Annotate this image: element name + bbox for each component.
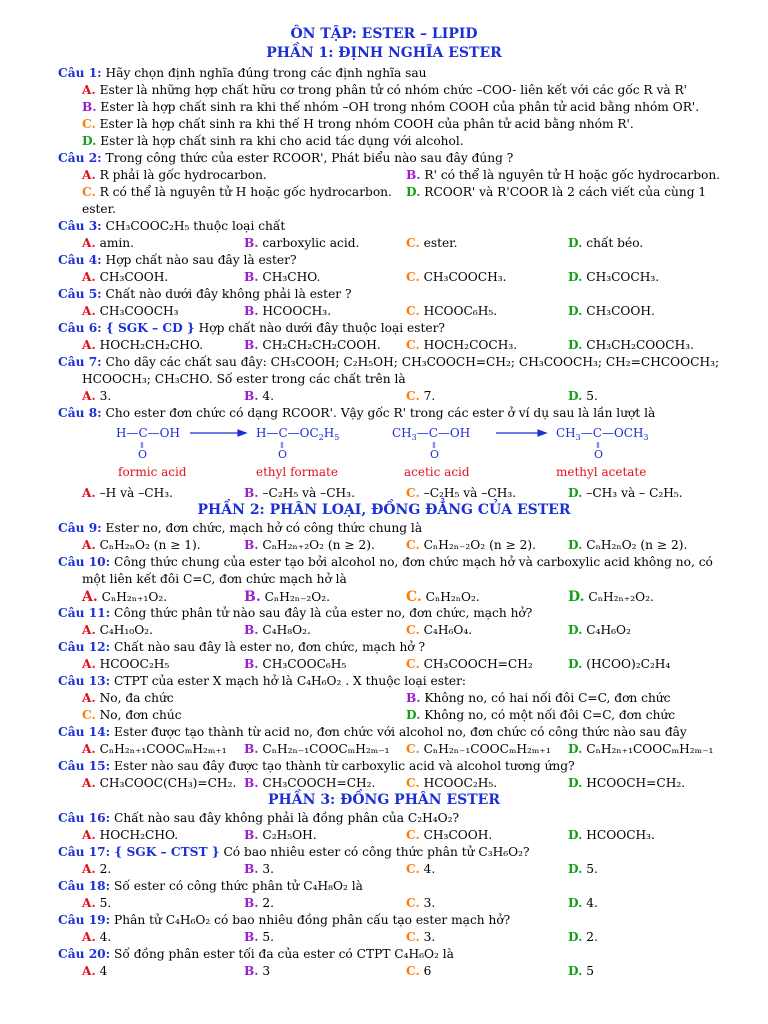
option-letter-d: D.	[568, 896, 583, 910]
question-text: Ester no, đơn chức, mạch hở có công thức chung là	[101, 521, 423, 535]
double-bond-mark: ǁ	[596, 441, 600, 450]
option-text: CₙH₂ₙ₋₁COOCₘH₂ₘ₊₁	[419, 742, 551, 756]
question-label: Câu 20:	[58, 947, 111, 961]
option-row	[0, 338, 768, 355]
option-text: CH₃COCH₃.	[582, 270, 660, 284]
question-text: Phân tử C₄H₆O₂ có bao nhiêu đồng phân cấu tạo ester mạch hở?	[110, 913, 511, 927]
question-label: Câu 8:	[58, 406, 102, 420]
question-label: Câu 17:	[58, 845, 111, 859]
option-letter-d: D.	[406, 185, 421, 199]
question-text: HCOOCH₃; CH₃CHO. Số ester trong các chất trên là	[82, 372, 406, 386]
option-letter-c: C.	[406, 338, 420, 352]
question-text: Hợp chất nào sau đây là ester?	[101, 253, 297, 267]
option-letter-c: C.	[82, 708, 96, 722]
option-row	[0, 691, 768, 708]
option-letter-d: D.	[568, 589, 585, 605]
option-row	[0, 270, 768, 287]
option-text: CH₃COOCH₃	[95, 304, 179, 318]
option-letter-a: A.	[82, 389, 96, 403]
option-text: CₙH₂ₙ₊₂O₂.	[584, 590, 654, 604]
question-label: Câu 10:	[58, 555, 111, 569]
option-text: 5.	[582, 389, 598, 403]
option-letter-b: B.	[244, 270, 259, 284]
option-text: –C₂H₅ và –CH₃.	[258, 486, 355, 500]
option-letter-b: B.	[406, 691, 421, 705]
option-letter-a: A.	[82, 930, 96, 944]
option-letter-d: D.	[568, 862, 583, 876]
option-letter-a: A.	[82, 896, 96, 910]
question-text: Ester nào sau đây được tạo thành từ carboxylic acid và alcohol tương ứng?	[110, 759, 575, 773]
option-letter-c: C.	[406, 304, 420, 318]
question-2	[0, 151, 768, 168]
question-label: Câu 18:	[58, 879, 111, 893]
option-text: –C₂H₅ và –CH₃.	[419, 486, 517, 500]
question-18	[0, 879, 768, 896]
option-letter-a: A.	[82, 338, 96, 352]
option-letter-d: D.	[568, 657, 583, 671]
option-letter-c: C.	[406, 896, 420, 910]
option-text: carboxylic acid.	[258, 236, 360, 250]
option-text: R có thể là nguyên tử H hoặc gốc hydrocarbon.	[95, 185, 392, 199]
option-text: CH₃COOCH=CH₂.	[258, 776, 376, 790]
option-letter-c: C.	[406, 964, 420, 978]
option-letter-a: A.	[82, 589, 98, 605]
option-text: 3.	[95, 389, 112, 403]
option-letter-b: B.	[244, 338, 259, 352]
option-text: HCOOC₆H₅.	[419, 304, 498, 318]
option-row	[0, 742, 768, 759]
question-label: Câu 9:	[58, 521, 102, 535]
option-text: C₄H₈O₂.	[258, 623, 311, 637]
option-text: HCOOC₂H₅.	[419, 776, 498, 790]
option-text: 4	[95, 964, 108, 978]
question-text: CH₃COOC₂H₅ thuộc loại chất	[101, 219, 286, 233]
option-row	[0, 930, 768, 947]
option-letter-d: D.	[568, 389, 583, 403]
question-text: Số đồng phân ester tối đa của ester có CTPT C₄H₆O₂ là	[110, 947, 454, 961]
question-text: Công thức phân tử nào sau đây là của ester no, đơn chức, mạch hở?	[110, 606, 533, 620]
option-row	[0, 236, 768, 253]
option-letter-d: D.	[568, 930, 583, 944]
option-text: CₙH₂ₙ₊₁COOCₘH₂ₘ₊₁	[95, 742, 227, 756]
section-heading-part2: PHẦN 2: PHÂN LOẠI, ĐỒNG ĐẲNG CỦA ESTER	[197, 502, 571, 518]
option-letter-a: A.	[82, 776, 96, 790]
question-3	[0, 219, 768, 236]
option-letter-d: D.	[568, 304, 583, 318]
option-text: 3.	[258, 862, 275, 876]
option-text: CₙH₂ₙO₂ (n ≥ 2).	[582, 538, 688, 552]
option-letter-c: C.	[406, 657, 420, 671]
option-text: 3.	[419, 896, 436, 910]
option-row	[0, 964, 768, 981]
question-5	[0, 287, 768, 304]
option-letter-a: A.	[82, 657, 96, 671]
option-text: –CH₃ và – C₂H₅.	[582, 486, 683, 500]
question-6	[0, 321, 768, 338]
option-text: 4.	[419, 862, 436, 876]
option-text: 6	[419, 964, 432, 978]
question-text: Cho ester đơn chức có dạng RCOOR'. Vậy gốc R' trong các ester ở ví dụ sau là lần lượt là	[101, 406, 656, 420]
question-11	[0, 606, 768, 623]
worksheet-title: ÔN TẬP: ESTER – LIPID	[290, 26, 478, 42]
option-text: CₙH₂ₙ₊₁COOCₘH₂ₘ₋₁	[582, 742, 714, 756]
formula-formic-acid: H—C—OH	[116, 426, 180, 440]
question-text: Chất nào sau đây không phải là đồng phân của C₂H₄O₂?	[110, 811, 460, 825]
option-text: 7.	[419, 389, 436, 403]
option-text: chất béo.	[582, 236, 644, 250]
question-14	[0, 725, 768, 742]
question-9	[0, 521, 768, 538]
option-letter-c: C.	[406, 776, 420, 790]
option-row	[0, 100, 768, 117]
question-label: Câu 12:	[58, 640, 111, 654]
option-letter-b: B.	[244, 930, 259, 944]
option-row	[0, 168, 768, 185]
option-letter-b: B.	[244, 776, 259, 790]
option-text: 3.	[419, 930, 436, 944]
option-text: CₙH₂ₙ₋₂O₂.	[260, 590, 331, 604]
option-text: 3	[258, 964, 271, 978]
question-text: Hãy chọn định nghĩa đúng trong các định nghĩa sau	[101, 66, 427, 80]
option-letter-d: D.	[406, 708, 421, 722]
option-row	[0, 486, 768, 503]
option-letter-d: D.	[568, 742, 583, 756]
question-text: Trong công thức của ester RCOOR', Phát biểu nào sau đây đúng ?	[101, 151, 514, 165]
option-letter-a: A.	[82, 691, 96, 705]
option-text: Không no, có một nối đôi C=C, đơn chức	[420, 708, 676, 722]
option-text: C₄H₆O₄.	[419, 623, 473, 637]
formula-ethyl-formate: $H—C—OC_2H_5$	[256, 426, 340, 442]
option-letter-c: C.	[406, 862, 420, 876]
option-text: amin.	[95, 236, 135, 250]
option-text: Ester là những hợp chất hữu cơ trong phân tử có nhóm chức –COO- liên kết với các gốc R và R'	[95, 83, 688, 97]
arrowhead-2	[538, 430, 546, 436]
option-letter-b: B.	[244, 657, 259, 671]
option-letter-a: A.	[82, 168, 96, 182]
option-text: (HCOO)₂C₂H₄	[582, 657, 671, 671]
option-text: No, đa chức	[95, 691, 174, 705]
option-row	[0, 538, 768, 555]
option-letter-c: C.	[406, 389, 420, 403]
carbonyl-oxygen: O	[138, 448, 148, 461]
option-text: HOCH₂CH₂CHO.	[95, 338, 203, 352]
question-label: Câu 5:	[58, 287, 102, 301]
question-label: Câu 15:	[58, 759, 111, 773]
option-text: Ester là hợp chất sinh ra khi cho acid tác dụng với alcohol.	[96, 134, 464, 148]
option-text: ester.	[82, 202, 116, 216]
option-letter-d: D.	[568, 828, 583, 842]
option-letter-b: B.	[244, 589, 261, 605]
source-tag: { SGK – CD }	[101, 321, 195, 335]
question-label: Câu 16:	[58, 811, 111, 825]
question-text: Công thức chung của ester tạo bởi alcohol no, đơn chức mạch hở và carboxylic acid không no, có	[110, 555, 713, 569]
question-text-continuation	[0, 572, 768, 589]
option-text: Ester là hợp chất sinh ra khi thế nhóm –OH trong nhóm COOH của phân tử acid bằng nhóm OR'.	[96, 100, 700, 114]
option-letter-b: B.	[244, 236, 259, 250]
caption-acetic-acid: acetic acid	[404, 465, 470, 479]
option-text: CₙH₂ₙ₊₁O₂.	[97, 590, 168, 604]
option-text: HOCH₂COCH₃.	[419, 338, 518, 352]
option-text: CₙH₂ₙ₋₂O₂ (n ≥ 2).	[419, 538, 537, 552]
option-text: C₄H₁₀O₂.	[95, 623, 153, 637]
question-16	[0, 811, 768, 828]
option-letter-d: D.	[568, 270, 583, 284]
option-letter-b: B.	[244, 896, 259, 910]
option-letter-a: A.	[82, 270, 96, 284]
option-text: HCOOCH=CH₂.	[582, 776, 686, 790]
option-row	[0, 304, 768, 321]
option-letter-a: A.	[82, 486, 96, 500]
option-text: CₙH₂ₙ₊₂O₂ (n ≥ 2).	[258, 538, 375, 552]
question-12	[0, 640, 768, 657]
question-1	[0, 66, 768, 83]
option-letter-b: B.	[82, 100, 97, 114]
option-letter-a: A.	[82, 623, 96, 637]
option-letter-a: A.	[82, 742, 96, 756]
question-label: Câu 13:	[58, 674, 111, 688]
option-letter-c: C.	[406, 930, 420, 944]
option-text: C₄H₆O₂	[582, 623, 631, 637]
question-label: Câu 14:	[58, 725, 111, 739]
option-text: CH₃COOH.	[419, 828, 493, 842]
option-letter-b: B.	[244, 964, 259, 978]
option-text: CH₃COOH.	[582, 304, 655, 318]
option-text: 2.	[258, 896, 275, 910]
caption-ethyl-formate: ethyl formate	[256, 465, 338, 479]
double-bond-mark: ǁ	[280, 441, 284, 450]
option-text: No, đơn chúc	[95, 708, 182, 722]
option-letter-a: A.	[82, 828, 96, 842]
option-text: RCOOR' và R'COOR là 2 cách viết của cùng 1	[420, 185, 707, 199]
question-text: Hợp chất nào dưới đây thuộc loại ester?	[194, 321, 445, 335]
option-text: R phải là gốc hydrocarbon.	[95, 168, 267, 182]
option-text: –H và –CH₃.	[95, 486, 174, 500]
option-letter-d: D.	[568, 623, 583, 637]
caption-formic-acid: formic acid	[118, 465, 187, 479]
option-text: ester.	[419, 236, 458, 250]
question-text: Cho dãy các chất sau đây: CH₃COOH; C₂H₅OH; CH₃COOCH=CH₂; CH₃COOCH₃; CH₂=CHCOOCH₃;	[101, 355, 720, 369]
option-row	[0, 776, 768, 793]
question-19	[0, 913, 768, 930]
question-text: CTPT của ester X mạch hở là C₄H₆O₂ . X thuộc loại ester:	[110, 674, 467, 688]
option-letter-c: C.	[82, 117, 96, 131]
question-text: Có bao nhiêu ester có công thức phân tử C₃H₆O₂?	[219, 845, 530, 859]
question-label: Câu 1:	[58, 66, 102, 80]
option-text: 5.	[582, 862, 598, 876]
question-15	[0, 759, 768, 776]
option-text: CH₃CHO.	[258, 270, 321, 284]
option-letter-c: C.	[406, 538, 420, 552]
option-text: Ester là hợp chất sinh ra khi thế H trong nhóm COOH của phân tử acid bằng nhóm R'.	[95, 117, 634, 131]
caption-methyl-acetate: methyl acetate	[556, 465, 647, 479]
option-letter-c: C.	[406, 828, 420, 842]
option-letter-c: C.	[82, 185, 96, 199]
option-letter-a: A.	[82, 964, 96, 978]
option-letter-d: D.	[568, 776, 583, 790]
option-letter-b: B.	[244, 828, 259, 842]
option-text: C₂H₅OH.	[258, 828, 317, 842]
question-label: Câu 11:	[58, 606, 111, 620]
option-letter-a: A.	[82, 236, 96, 250]
option-text: 4.	[258, 389, 275, 403]
question-17	[0, 845, 768, 862]
question-text: Ester được tạo thành từ acid no, đơn chức với alcohol no, đơn chức có công thức nào sau đây	[110, 725, 687, 739]
option-row	[0, 657, 768, 674]
option-text: 5.	[95, 896, 112, 910]
option-letter-b: B.	[244, 538, 259, 552]
option-row	[0, 185, 768, 202]
option-row	[0, 134, 768, 151]
question-label: Câu 6:	[58, 321, 102, 335]
option-letter-d: D.	[568, 236, 583, 250]
option-letter-b: B.	[244, 486, 259, 500]
source-tag: { SGK – CTST }	[110, 845, 220, 859]
option-letter-d: D.	[568, 338, 583, 352]
section-heading-part1: PHẦN 1: ĐỊNH NGHĨA ESTER	[266, 45, 502, 61]
option-letter-a: A.	[82, 83, 96, 97]
question-label: Câu 19:	[58, 913, 111, 927]
option-letter-d: D.	[82, 134, 97, 148]
question-text: một liên kết đôi C=C, đơn chức mạch hở là	[82, 572, 347, 586]
option-row	[0, 389, 768, 406]
question-label: Câu 4:	[58, 253, 102, 267]
option-row	[0, 83, 768, 100]
question-text-continuation	[0, 372, 768, 389]
option-letter-b: B.	[244, 623, 259, 637]
question-7	[0, 355, 768, 372]
option-row	[0, 896, 768, 913]
option-text: CₙH₂ₙ₋₁COOCₘH₂ₘ₋₁	[258, 742, 390, 756]
arrowhead-1	[238, 430, 246, 436]
question-10	[0, 555, 768, 572]
option-row	[0, 117, 768, 134]
carbonyl-oxygen: O	[594, 448, 604, 461]
option-row	[0, 589, 768, 606]
option-letter-c: C.	[406, 623, 420, 637]
option-letter-b: B.	[244, 389, 259, 403]
question-text: Số ester có công thức phân tử C₄H₈O₂ là	[110, 879, 363, 893]
option-letter-b: B.	[244, 742, 259, 756]
option-row	[0, 623, 768, 640]
option-letter-a: A.	[82, 538, 96, 552]
question-label: Câu 7:	[58, 355, 102, 369]
option-text: 4.	[582, 896, 598, 910]
option-text: HCOOC₂H₅	[95, 657, 170, 671]
double-bond-mark: ǁ	[140, 441, 144, 450]
option-text: 2.	[95, 862, 112, 876]
question-20	[0, 947, 768, 964]
option-text: CH₃COOC(CH₃)=CH₂.	[95, 776, 237, 790]
option-letter-d: D.	[568, 486, 583, 500]
carbonyl-oxygen: O	[430, 448, 440, 461]
ester-reaction-scheme	[0, 420, 768, 484]
option-text: HCOOCH₃.	[258, 304, 332, 318]
formula-methyl-acetate: $CH_3—C—OCH_3$	[556, 426, 649, 442]
option-text: CH₃CH₂COOCH₃.	[582, 338, 694, 352]
option-text: HCOOCH₃.	[582, 828, 655, 842]
option-continuation	[0, 202, 768, 219]
question-label: Câu 2:	[58, 151, 102, 165]
option-letter-c: C.	[406, 742, 420, 756]
option-text: 2.	[582, 930, 598, 944]
option-text: CₙH₂ₙO₂.	[421, 590, 480, 604]
option-letter-c: C.	[406, 236, 420, 250]
option-text: CₙH₂ₙO₂ (n ≥ 1).	[95, 538, 201, 552]
option-letter-a: A.	[82, 862, 96, 876]
carbonyl-oxygen: O	[278, 448, 288, 461]
option-letter-b: B.	[406, 168, 421, 182]
option-text: CH₃COOH.	[95, 270, 169, 284]
option-row	[0, 708, 768, 725]
option-letter-a: A.	[82, 304, 96, 318]
option-text: 4.	[95, 930, 112, 944]
option-text: HOCH₂CHO.	[95, 828, 179, 842]
option-text: Không no, có hai nối đôi C=C, đơn chức	[420, 691, 671, 705]
question-text: Chất nào sau đây là ester no, đơn chức, mạch hở ?	[110, 640, 426, 654]
option-letter-b: B.	[244, 862, 259, 876]
option-text: R' có thể là nguyên tử H hoặc gốc hydrocarbon.	[420, 168, 721, 182]
option-letter-c: C.	[406, 486, 420, 500]
option-text: CH₂CH₂CH₂COOH.	[258, 338, 381, 352]
option-letter-d: D.	[568, 538, 583, 552]
option-letter-b: B.	[244, 304, 259, 318]
question-4	[0, 253, 768, 270]
option-row	[0, 862, 768, 879]
double-bond-mark: ǁ	[432, 441, 436, 450]
formula-acetic-acid: $CH_3—C—OH$	[392, 426, 471, 442]
option-row	[0, 828, 768, 845]
question-text: Chất nào dưới đây không phải là ester ?	[101, 287, 352, 301]
option-letter-d: D.	[568, 964, 583, 978]
section-heading-part3: PHẦN 3: ĐỒNG PHÂN ESTER	[268, 792, 500, 808]
option-text: 5.	[258, 930, 275, 944]
option-text: CH₃COOCH=CH₂	[419, 657, 533, 671]
question-13	[0, 674, 768, 691]
option-text: CH₃COOC₆H₅	[258, 657, 347, 671]
option-text: CH₃COOCH₃.	[419, 270, 507, 284]
option-letter-c: C.	[406, 270, 420, 284]
option-letter-c: C.	[406, 589, 422, 605]
option-text: 5	[582, 964, 595, 978]
question-label: Câu 3:	[58, 219, 102, 233]
